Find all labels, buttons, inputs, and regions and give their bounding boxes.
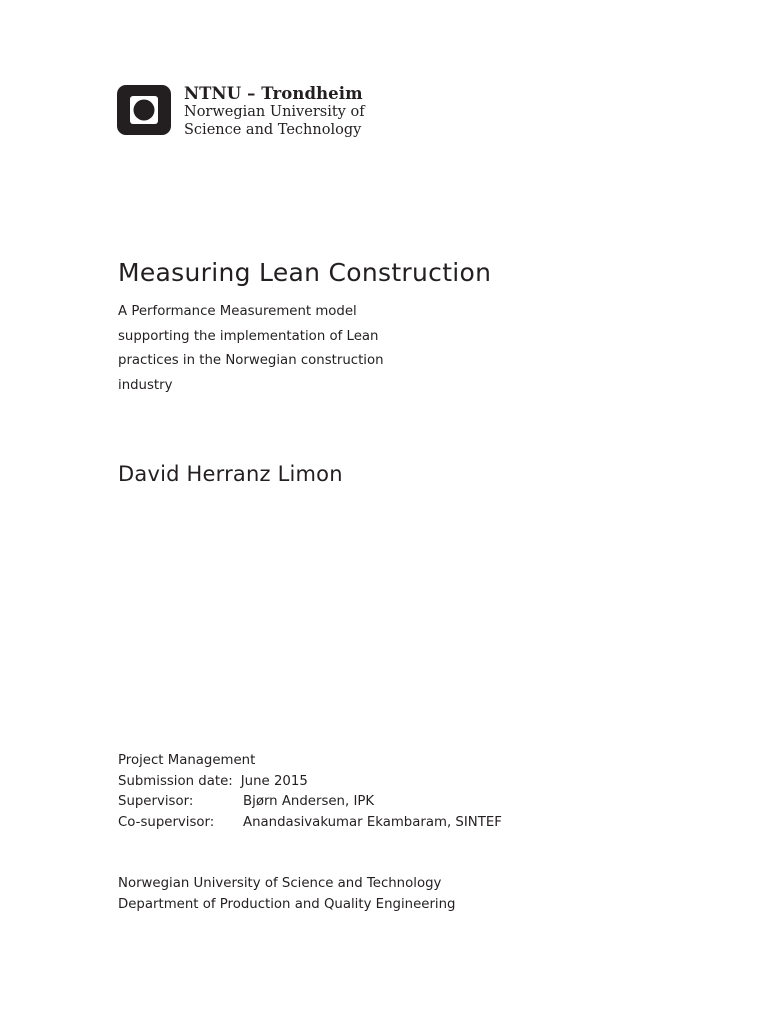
cosupervisor-row xyxy=(118,813,502,834)
supervisor-row xyxy=(118,792,502,813)
supervisor-label: Supervisor: xyxy=(118,794,194,810)
program-row xyxy=(118,751,502,772)
submission-row xyxy=(118,772,502,793)
thesis-metadata xyxy=(118,751,502,833)
institution-name: Norwegian University of Science and Technology xyxy=(118,876,442,891)
supervisor-value: Bjørn Andersen, IPK xyxy=(243,794,375,810)
submission-value: June 2015 xyxy=(240,773,308,789)
program-name: Project Management xyxy=(118,753,256,768)
ntnu-emblem-icon xyxy=(117,85,171,135)
department-name: Department of Production and Quality Engineering xyxy=(118,896,456,912)
author-name: David Herranz Limon xyxy=(118,462,343,486)
ntnu-logo-mark-icon xyxy=(117,85,171,135)
cosupervisor-label: Co-supervisor: xyxy=(118,814,215,830)
document-subtitle: A Performance Measurement model supporting the implementation of Lean practices in the Norwegian construction industry xyxy=(118,304,384,393)
logo-line-university-name-cont: Science and Technology xyxy=(184,122,362,138)
institution-block xyxy=(118,874,455,915)
logo-line-university-name: Norwegian University of xyxy=(184,104,365,120)
logo-text xyxy=(184,85,365,139)
ntnu-logo xyxy=(117,85,365,139)
document-title: Measuring Lean Construction xyxy=(118,258,492,287)
submission-label: Submission date: xyxy=(118,773,233,789)
logo-line-university-short: NTNU – Trondheim xyxy=(184,84,363,103)
cosupervisor-value: Anandasivakumar Ekambaram, SINTEF xyxy=(243,814,502,830)
